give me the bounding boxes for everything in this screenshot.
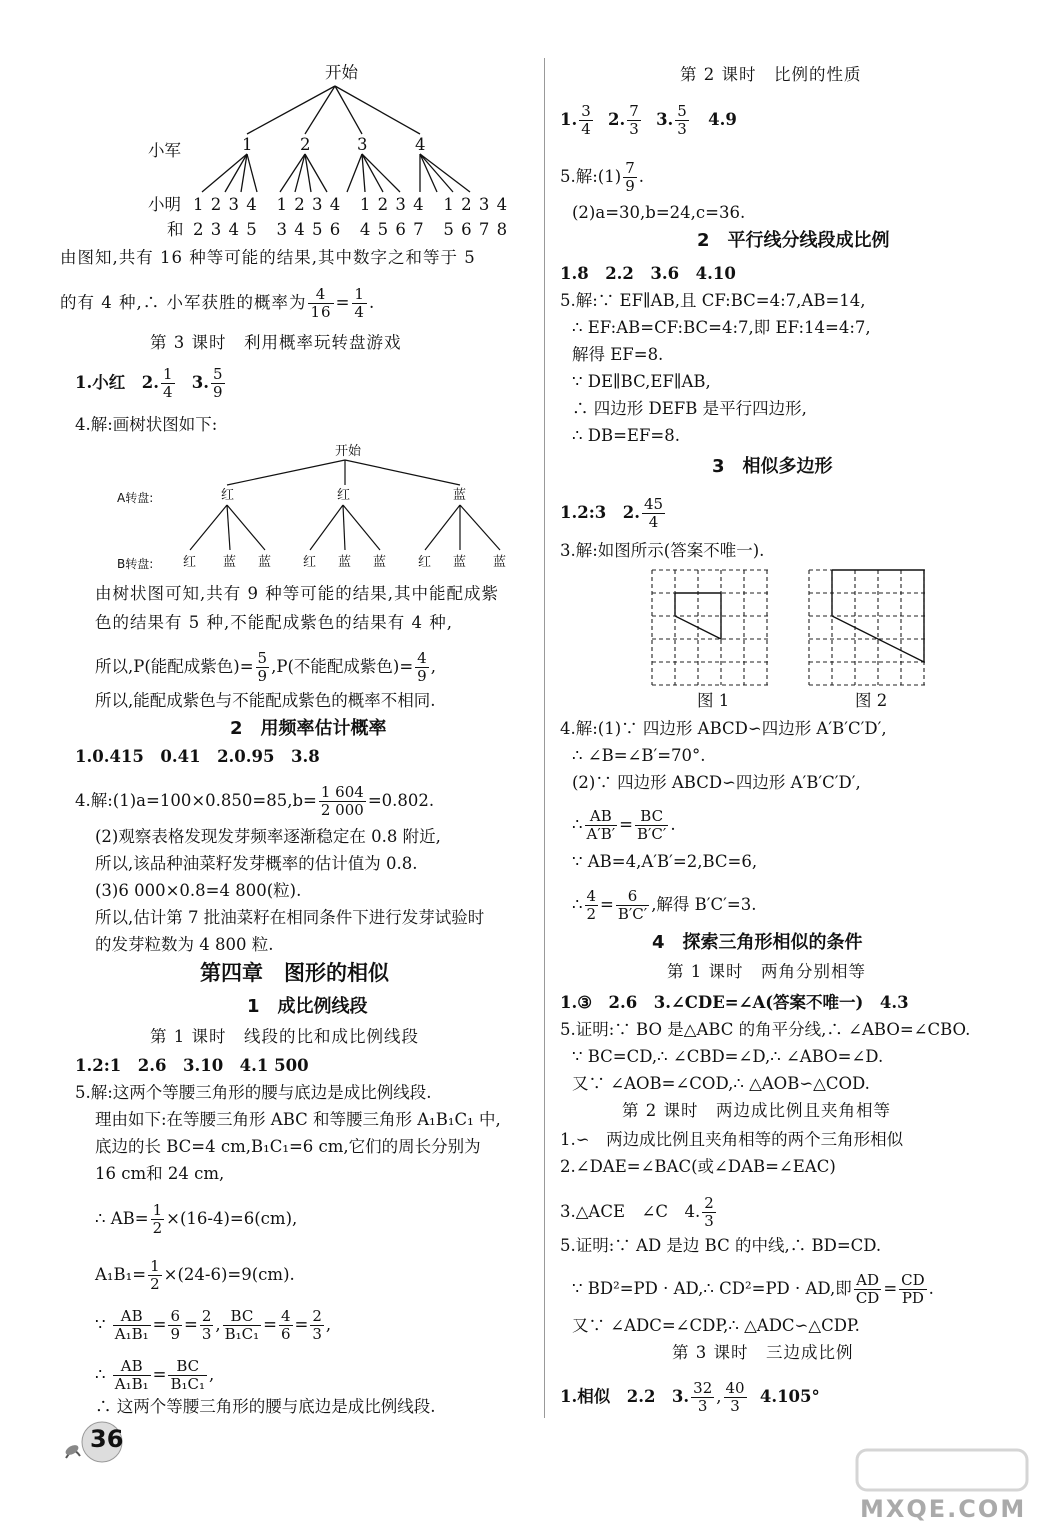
tree1-node: 4 bbox=[415, 135, 426, 154]
text-line: 所以,估计第 7 批油菜籽在相同条件下进行发芽试验时 bbox=[95, 908, 485, 927]
text-line: 所以,P(能配成紫色)= $\frac{5}{9}$ ,P(不能配成紫色)= $\frac{4}{9}$ , bbox=[95, 649, 436, 685]
tree2-b-node: 蓝 bbox=[258, 555, 272, 570]
text-line: 的发芽粒数为 4 800 粒. bbox=[95, 935, 274, 954]
answer-line: 4.解:(1)a=100×0.850=85,b= $\frac{1 604}{2 000}$ =0.802. bbox=[75, 783, 435, 819]
text-line: ∴ AB= $\frac{1}{2}$ ×(16-4)=6(cm), bbox=[95, 1201, 298, 1237]
answer-line: 2.∠DAE=∠BAC(或∠DAB=∠EAC) bbox=[560, 1157, 836, 1176]
text-line: ∴ 四边形 DEFB 是平行四边形, bbox=[572, 399, 807, 418]
text-line: 理由如下:在等腰三角形 ABC 和等腰三角形 A₁B₁C₁ 中, bbox=[95, 1110, 501, 1129]
answer-line: 1.③ 2.6 3.∠CDE=∠A(答案不唯一) 4.3 bbox=[560, 993, 909, 1012]
section-title: 2 平行线分线段成比例 bbox=[697, 230, 890, 251]
tree2-a-node: 红 bbox=[337, 488, 351, 503]
section-title: 1 成比例线段 bbox=[247, 996, 368, 1017]
answer-line: 1.∽ 两边成比例且夹角相等的两个三角形相似 bbox=[560, 1130, 904, 1149]
lesson-title: 第 3 课时 三边成比例 bbox=[672, 1343, 854, 1362]
text-line: ∴ $\frac{AB}{\text{A₁B₁}}$ = $\frac{BC}{\text{B₁C₁}}$ , bbox=[95, 1357, 215, 1393]
text-line: ∵ $\frac{AB}{\text{A₁B₁}}$ = $\frac{6}{9}$ = $\frac{2}{3}$ , $\frac{BC}{\text{B₁C₁}}$ = $\frac{4}{6}$ = $\frac{2}{3}$ , bbox=[95, 1307, 332, 1343]
answer-line: 5.证明:∵ BO 是△ABC 的角平分线,∴ ∠ABO=∠CBO. bbox=[560, 1020, 971, 1039]
text-line: (2)a=30,b=24,c=36. bbox=[572, 203, 746, 222]
tree-diagram-1 bbox=[145, 56, 565, 246]
page-number: 36 bbox=[90, 1425, 124, 1453]
column-divider bbox=[544, 58, 545, 1418]
text-line: 色的结果有 5 种,不能配成紫色的结果有 4 种, bbox=[95, 613, 453, 632]
section-title: 3 相似多边形 bbox=[712, 456, 833, 477]
text-line: 又∵ ∠AOB=∠COD,∴ △AOB∽△COD. bbox=[572, 1074, 870, 1093]
text-line: ∴ $\frac{4}{2}$ = $\frac{6}{B'C'}$ ,解得 B′C′=3. bbox=[572, 887, 757, 923]
answer-line: 1.2:1 2.6 3.10 4.1 500 bbox=[75, 1056, 309, 1075]
grid-figure-2 bbox=[807, 568, 929, 688]
tree1-node: 1 bbox=[242, 135, 253, 154]
tree1-level1-label: 小军 bbox=[148, 141, 181, 160]
text-line: ∵ DE∥BC,EF∥AB, bbox=[572, 372, 711, 391]
text-line: (2)观察表格发现发芽频率逐渐稳定在 0.8 附近, bbox=[95, 827, 441, 846]
answer-line: 5.解:∵ EF∥AB,且 CF:BC=4:7,AB=14, bbox=[560, 291, 866, 310]
answer-line: 4.解:画树状图如下: bbox=[75, 415, 218, 434]
answer-line: 1.小红 2. $\frac{1}{4}$ 3. $\frac{5}{9}$ bbox=[75, 365, 223, 401]
text-line: 16 cm和 24 cm, bbox=[95, 1164, 225, 1183]
tree2-a-label: A转盘: bbox=[117, 491, 154, 505]
chapter-title: 第四章 图形的相似 bbox=[200, 961, 389, 985]
tree2-a-node: 红 bbox=[221, 488, 235, 503]
text-line: 所以,该品种油菜籽发芽概率的估计值为 0.8. bbox=[95, 854, 418, 873]
grid-figure-1 bbox=[650, 568, 770, 688]
watermark-text: MXQE.COM bbox=[860, 1495, 1027, 1523]
lesson-title: 第 1 课时 线段的比和成比例线段 bbox=[150, 1027, 419, 1046]
tree1-sum-values: 2 3 4 5 3 4 5 6 4 5 6 7 5 6 7 8 bbox=[193, 220, 509, 239]
text-line: ∴ DB=EF=8. bbox=[572, 426, 680, 445]
tree2-b-node: 蓝 bbox=[338, 555, 352, 570]
answer-line: 1.2:3 2. $\frac{45}{4}$ bbox=[560, 495, 664, 531]
tree2-b-node: 蓝 bbox=[373, 555, 387, 570]
tree2-b-label: B转盘: bbox=[117, 557, 154, 571]
tree2-b-node: 蓝 bbox=[223, 555, 237, 570]
text-line: ∴ EF:AB=CF:BC=4:7,即 EF:14=4:7, bbox=[572, 318, 871, 337]
tree1-node: 3 bbox=[357, 135, 368, 154]
text-line: 由图知,共有 16 种等可能的结果,其中数字之和等于 5 bbox=[60, 248, 476, 267]
tree2-root: 开始 bbox=[335, 444, 362, 459]
text-line: (3)6 000×0.8=4 800(粒). bbox=[95, 881, 302, 900]
text-line: A₁B₁= $\frac{1}{2}$ ×(24-6)=9(cm). bbox=[95, 1257, 295, 1293]
answer-line: 5.证明:∵ AD 是边 BC 的中线,∴ BD=CD. bbox=[560, 1236, 882, 1255]
tree2-a-node: 蓝 bbox=[453, 488, 467, 503]
answer-line: 1.0.415 0.41 2.0.95 3.8 bbox=[75, 747, 320, 766]
section-title: 4 探索三角形相似的条件 bbox=[652, 932, 863, 953]
answer-line: 5.解:这两个等腰三角形的腰与底边是成比例线段. bbox=[75, 1083, 432, 1102]
text-line: 所以,能配成紫色与不能配成紫色的概率不相同. bbox=[95, 691, 436, 710]
tree1-level2-values: 1 2 3 4 1 2 3 4 1 2 3 4 1 2 3 4 bbox=[193, 195, 509, 214]
answer-line: 4.解:(1)∵ 四边形 ABCD∽四边形 A′B′C′D′, bbox=[560, 719, 887, 738]
figure-caption: 图 1 bbox=[697, 691, 730, 710]
text-line: 解得 EF=8. bbox=[572, 345, 664, 364]
tree2-b-node: 红 bbox=[303, 555, 317, 570]
tree2-b-node: 红 bbox=[418, 555, 432, 570]
tree2-b-node: 蓝 bbox=[453, 555, 467, 570]
answer-line: 1.相似 2.2 3. $\frac{32}{3}$ , $\frac{40}{3}$ 4.105° bbox=[560, 1379, 820, 1415]
answer-line: 1. $\frac{3}{4}$ 2. $\frac{7}{3}$ 3. $\frac{5}{3}$ 4.9 bbox=[560, 102, 737, 138]
text-line: ∴ ∠B=∠B′=70°. bbox=[572, 746, 706, 765]
tree1-node: 2 bbox=[300, 135, 311, 154]
section-title: 2 用频率估计概率 bbox=[230, 718, 387, 739]
text-line: ∵ BC=CD,∴ ∠CBD=∠D,∴ ∠ABO=∠D. bbox=[572, 1047, 884, 1066]
tree1-level2-label: 小明 bbox=[148, 195, 181, 214]
answer-line: 1.8 2.2 3.6 4.10 bbox=[560, 264, 736, 283]
tree2-b-node: 蓝 bbox=[493, 555, 507, 570]
text-line: ∴ $\frac{AB}{A'B'}$ = $\frac{BC}{B'C'}$ . bbox=[572, 807, 676, 843]
text-line: ∵ BD²=PD · AD,∴ CD²=PD · AD,即 $\frac{AD}{CD}$ = $\frac{CD}{PD}$ . bbox=[572, 1271, 934, 1307]
answer-line: 3.△ACE ∠C 4. $\frac{2}{3}$ bbox=[560, 1194, 714, 1230]
text-line: 又∵ ∠ADC=∠CDP,∴ △ADC∽△CDP. bbox=[572, 1316, 860, 1335]
text-line: 的有 4 种,∴ 小军获胜的概率为 $\frac{4}{16}$ = $\frac{1}{4}$ . bbox=[60, 285, 376, 321]
text-line: ∵ AB=4,A′B′=2,BC=6, bbox=[572, 852, 758, 871]
text-line: (2)∵ 四边形 ABCD∽四边形 A′B′C′D′, bbox=[572, 773, 861, 792]
text-line: ∴ 这两个等腰三角形的腰与底边是成比例线段. bbox=[95, 1397, 436, 1416]
lesson-title: 第 2 课时 两边成比例且夹角相等 bbox=[622, 1101, 891, 1120]
answer-line: 3.解:如图所示(答案不唯一). bbox=[560, 541, 765, 560]
tree1-root: 开始 bbox=[325, 63, 358, 82]
figure-caption: 图 2 bbox=[855, 691, 888, 710]
tree1-sum-label: 和 bbox=[167, 220, 184, 239]
lesson-title: 第 3 课时 利用概率玩转盘游戏 bbox=[150, 333, 402, 352]
text-line: 底边的长 BC=4 cm,B₁C₁=6 cm,它们的周长分别为 bbox=[95, 1137, 481, 1156]
text-line: 由树状图可知,共有 9 种等可能的结果,其中能配成紫 bbox=[95, 584, 499, 603]
tree2-b-node: 红 bbox=[183, 555, 197, 570]
lesson-title: 第 2 课时 比例的性质 bbox=[680, 65, 862, 84]
answer-line: 5.解:(1) $\frac{7}{9}$ . bbox=[560, 159, 644, 195]
lesson-title: 第 1 课时 两角分别相等 bbox=[667, 962, 866, 981]
